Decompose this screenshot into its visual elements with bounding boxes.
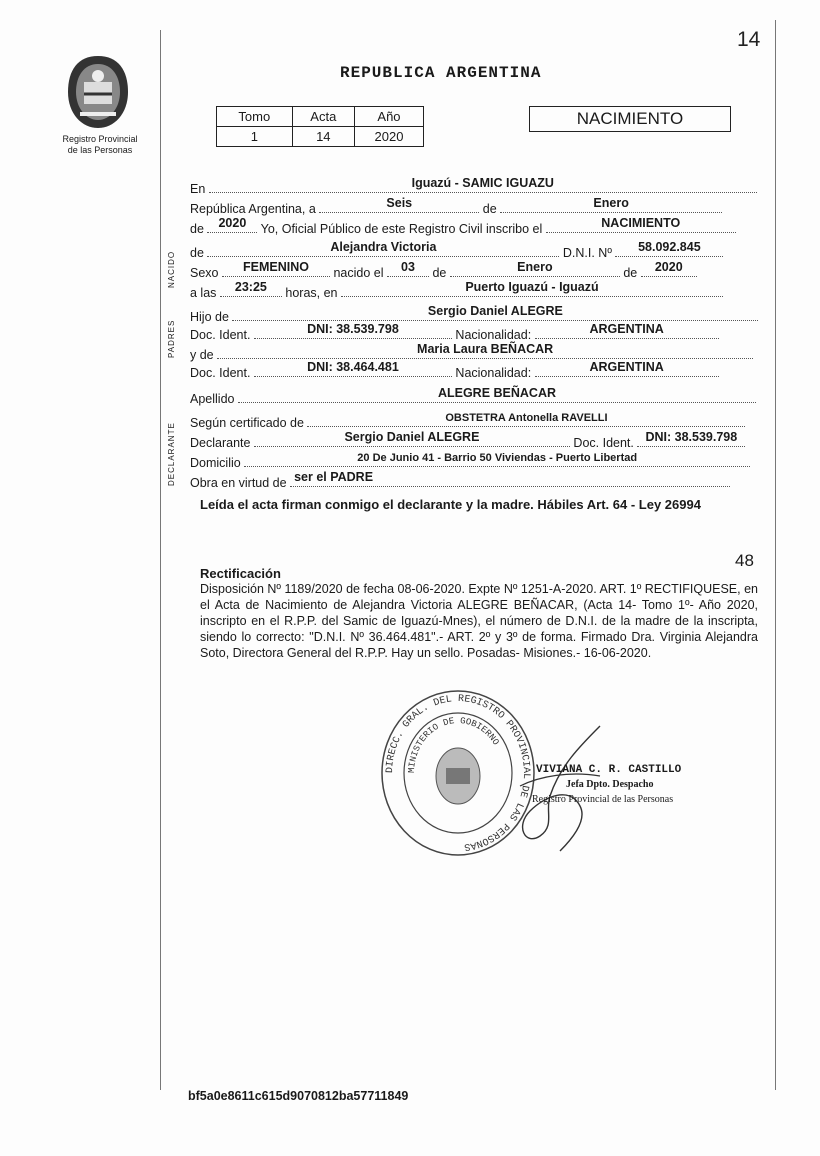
hora-value: 23:25 <box>234 280 267 294</box>
nacido-el-label: nacido el <box>333 266 384 280</box>
decl-doc-value: DNI: 38.539.798 <box>645 430 738 444</box>
de4-label: de <box>432 266 447 280</box>
en-label: En <box>190 182 206 196</box>
padre-field <box>232 304 758 321</box>
rectificacion-body: Disposición Nº 1189/2020 de fecha 08-06-2020. Expte Nº 1251-A-2020. ART. 1º RECTIFIQUESE, en el Acta de Nacimiento de Alejandra Victoria ALEGRE BEÑACAR, (Acta 14- Tomo 1º- Año 2020, inscripto en el R.P.P. del Samic de Iguazú-Mnes), el número de D.N.I. de la madre de la inscripta, siendo lo correcto: "D.N.I. Nº 36.464.481".- ART. 2º y 3º de forma. Firmado Dra. Virginia Alejandra Soto, Directora General del R.P.P. Hay un sello. Posadas- Misiones.- 16-06-2020. <box>200 582 758 660</box>
sexo-value: FEMENINO <box>242 260 309 274</box>
nombre-field <box>207 240 559 257</box>
declarante-value: Sergio Daniel ALEGRE <box>344 430 480 444</box>
hijo-de-label: Hijo de <box>190 310 229 324</box>
decl-doc-label: Doc. Ident. <box>573 436 634 450</box>
madre-nac-field <box>535 360 719 377</box>
mes-value: Enero <box>593 196 629 210</box>
obra-field <box>290 470 730 487</box>
apellido-label: Apellido <box>190 392 235 406</box>
section-label-nacido: NACIDO <box>167 250 176 288</box>
row-obra <box>190 470 730 490</box>
sexo-field <box>222 260 330 277</box>
hora-field <box>220 280 282 297</box>
row-segun <box>190 414 745 430</box>
lugar-value: Puerto Iguazú - Iguazú <box>465 280 599 294</box>
nac-mes-value: Enero <box>517 260 553 274</box>
dia-field <box>319 196 479 213</box>
section-label-declarante: DECLARANTE <box>167 422 176 486</box>
stamp-inner-text: MINISTERIO DE GOBIERNO <box>406 715 501 774</box>
padre-doc-field <box>254 322 452 339</box>
en-value: Iguazú - SAMIC IGUAZU <box>411 176 554 190</box>
madre-doc-value: DNI: 38.464.481 <box>307 360 399 374</box>
record-reference-table <box>216 106 424 147</box>
nac-dia-field <box>387 260 429 277</box>
madre-doc-field <box>254 360 452 377</box>
rectificacion-number: 48 <box>735 551 754 570</box>
padre-nac-label: Nacionalidad: <box>455 328 532 342</box>
de5-label: de <box>623 266 638 280</box>
certificado-field <box>307 414 745 427</box>
nac-anio-value: 2020 <box>654 260 683 274</box>
de3-label: de <box>190 246 204 260</box>
domicilio-label: Domicilio <box>190 456 241 470</box>
declarante-label: Declarante <box>190 436 251 450</box>
stamp-ring-text: DIRECC. GRAL. DEL REGISTRO PROVINCIAL DE LAS PERSONAS <box>384 693 532 852</box>
province-seal-logo <box>62 52 134 132</box>
row-domicilio <box>190 454 750 470</box>
padre-doc-value: DNI: 38.539.798 <box>307 322 399 336</box>
registry-name-line1: Registro Provincial <box>62 134 138 144</box>
row-fecha <box>190 196 722 216</box>
row-declarante <box>190 430 745 450</box>
signer-title: Jefa Dpto. Despacho <box>566 779 654 790</box>
obra-label: Obra en virtud de <box>190 476 287 490</box>
closing-note: Leída el acta firman conmigo el declarante y la madre. Hábiles Art. 64 - Ley 26994 <box>200 497 701 512</box>
row-apellido <box>190 386 756 406</box>
anio-field-value: 2020 <box>218 216 247 230</box>
en-field <box>209 176 757 193</box>
inscribo-value: NACIMIENTO <box>601 216 681 230</box>
anio-label: Año <box>354 107 423 127</box>
document-hash: bf5a0e8611c615d9070812ba57711849 <box>188 1089 409 1103</box>
row-madre-doc <box>190 360 719 380</box>
anio-field <box>207 216 257 233</box>
row-sexo <box>190 260 697 280</box>
record-type-box: NACIMIENTO <box>529 106 731 132</box>
inscribo-field <box>546 216 736 233</box>
left-margin-line <box>160 30 161 1090</box>
y-de-label: y de <box>190 348 214 362</box>
apellido-value: ALEGRE BEÑACAR <box>437 386 556 400</box>
padre-nac-value: ARGENTINA <box>589 322 664 336</box>
madre-field <box>217 342 753 359</box>
dni-value: 58.092.845 <box>638 240 701 254</box>
row-hora <box>190 280 723 300</box>
horas-en-label: horas, en <box>285 286 338 300</box>
acta-label: Acta <box>292 107 354 127</box>
madre-doc-label: Doc. Ident. <box>190 366 251 380</box>
nac-dia-value: 03 <box>401 260 415 274</box>
nac-anio-field <box>641 260 697 277</box>
dia-value: Seis <box>386 196 413 210</box>
declarante-field <box>254 430 570 447</box>
row-en <box>190 176 757 196</box>
section-label-padres: PADRES <box>167 319 176 358</box>
signer-name: VIVIANA C. R. CASTILLO <box>536 764 682 776</box>
de-label: de <box>482 202 497 216</box>
nac-mes-field <box>450 260 620 277</box>
right-margin-line <box>775 20 776 1090</box>
nombre-value: Alejandra Victoria <box>330 240 437 254</box>
decl-doc-field <box>637 430 745 447</box>
dni-label: D.N.I. Nº <box>562 246 612 260</box>
lugar-field <box>341 280 723 297</box>
mes-field <box>500 196 722 213</box>
domicilio-field <box>244 454 750 467</box>
anio-value: 2020 <box>354 127 423 147</box>
rectificacion-title: Rectificación <box>200 566 281 581</box>
row-padre-doc <box>190 322 719 342</box>
oficial-text: Yo, Oficial Público de este Registro Civil inscribo el <box>260 222 543 236</box>
page-number: 14 <box>737 28 761 51</box>
registry-name-line2: de las Personas <box>67 145 133 155</box>
madre-value: Maria Laura BEÑACAR <box>417 342 554 356</box>
apellido-field <box>238 386 756 403</box>
row-nombre <box>190 240 723 260</box>
signer-office: Registro Provincial de las Personas <box>532 794 674 805</box>
madre-nac-value: ARGENTINA <box>589 360 664 374</box>
row-oficial <box>190 216 736 236</box>
de2-label: de <box>190 222 204 236</box>
padre-value: Sergio Daniel ALEGRE <box>427 304 563 318</box>
acta-value: 14 <box>292 127 354 147</box>
domicilio-value: 20 De Junio 41 - Barrio 50 Viviendas - Puerto Libertad <box>357 452 638 464</box>
certificado-value: OBSTETRA Antonella RAVELLI <box>445 412 608 424</box>
segun-label: Según certificado de <box>190 416 304 430</box>
padre-doc-label: Doc. Ident. <box>190 328 251 342</box>
obra-value: ser el PADRE <box>294 470 374 484</box>
republica-label: República Argentina, a <box>190 202 316 216</box>
dni-field <box>615 240 723 257</box>
padre-nac-field <box>535 322 719 339</box>
tomo-label: Tomo <box>217 107 293 127</box>
sexo-label: Sexo <box>190 266 219 280</box>
tomo-value: 1 <box>217 127 293 147</box>
a-las-label: a las <box>190 286 217 300</box>
madre-nac-label: Nacionalidad: <box>455 366 532 380</box>
document-title: REPUBLICA ARGENTINA <box>340 64 542 82</box>
